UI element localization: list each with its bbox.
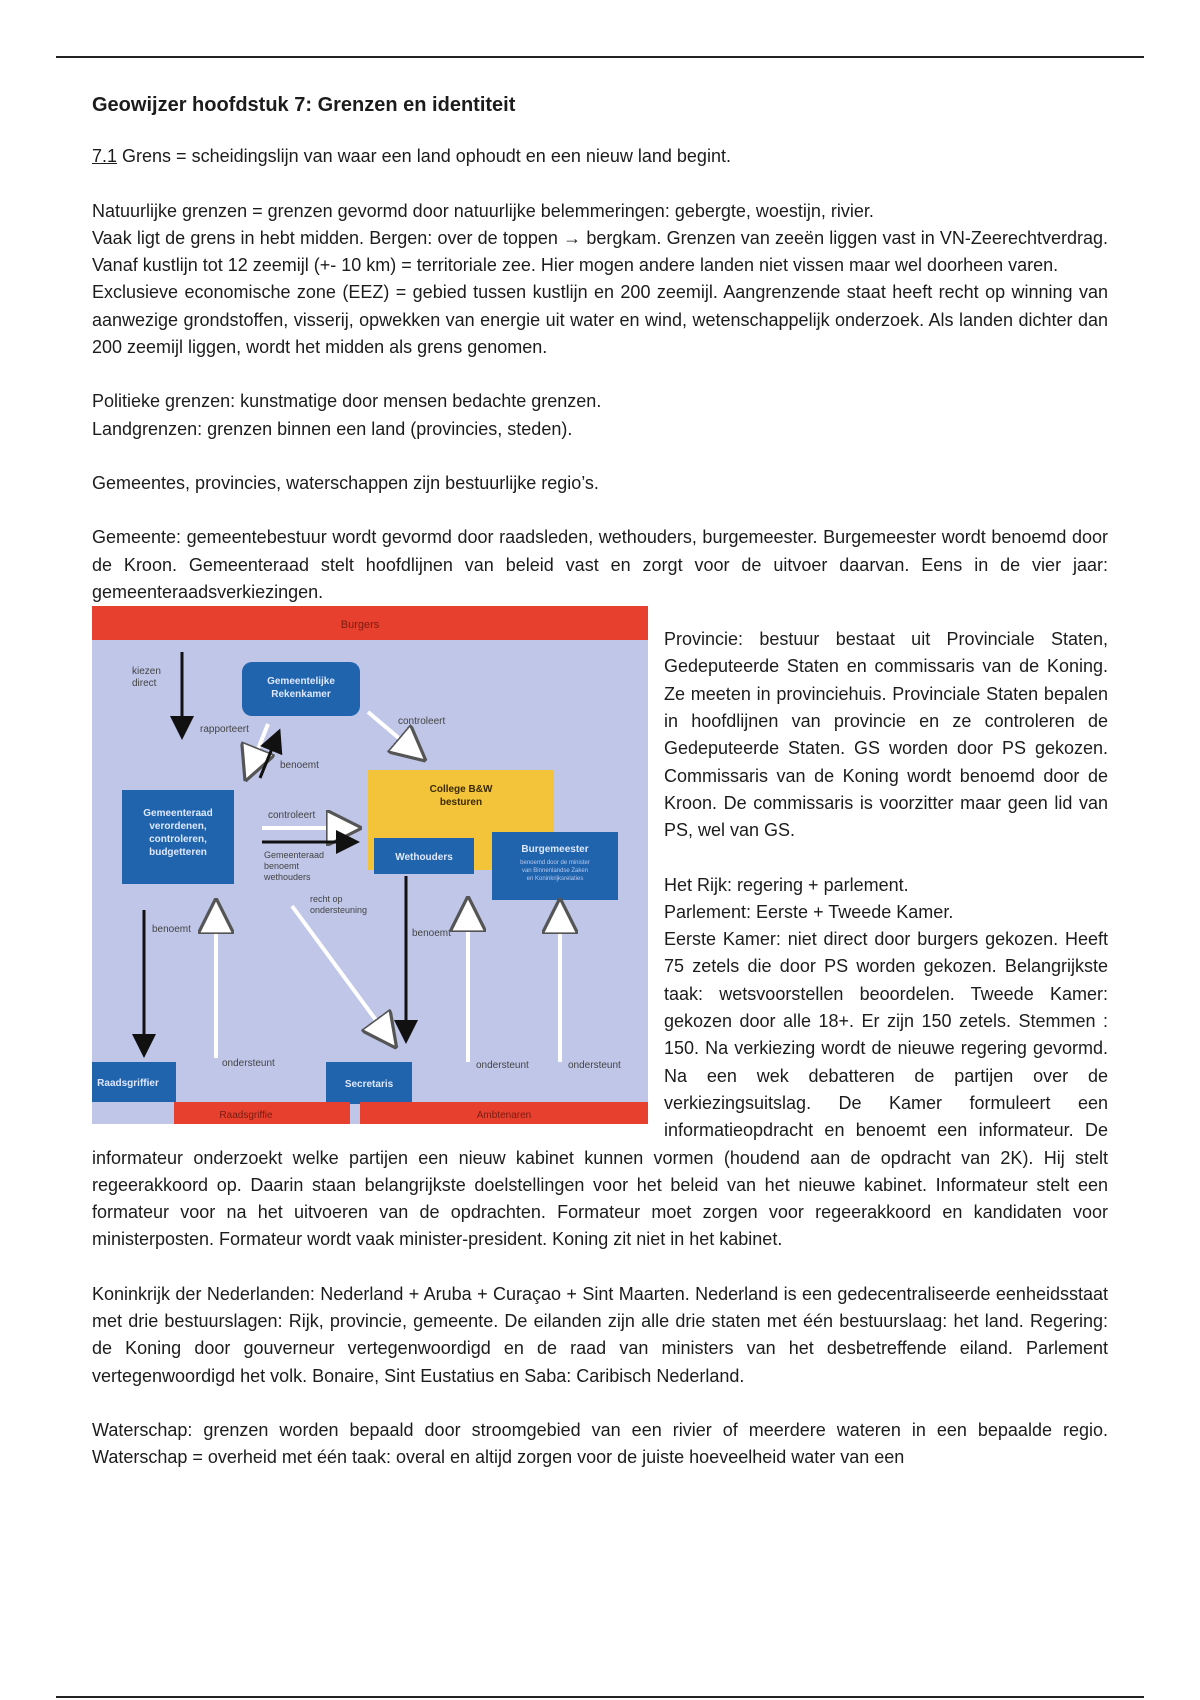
- controleert-label-mid: controleert: [268, 810, 316, 822]
- ondersteunt-label-right: ondersteunt: [568, 1060, 621, 1072]
- paragraph-provincie: Provincie: bestuur bestaat uit Provinciale Staten, Gedeputeerde Staten en commissaris van de Koning. Ze meeten in provinciehuis. Provinciale Staten bepalen in hoofdlijnen van provincie en ze controleren de Gedeputeerde Staten. GS worden door PS gekozen. Commissaris van de Koning wordt benoemd door de Kroon. De commissaris is voorzitter maar geen lid van PS, wel van GS.: [664, 629, 1108, 841]
- benoemt-label-college: benoemt: [412, 928, 451, 940]
- ambtenaren-label: Ambtenaren: [476, 1110, 532, 1122]
- burgers-label: Burgers: [340, 619, 380, 632]
- rekenkamer-label: Gemeentelijke Rekenkamer: [267, 676, 335, 701]
- document-body: [92, 92, 1108, 1471]
- bottom-rule: [56, 1696, 1144, 1698]
- paragraph-natuurlijke-grenzen: Natuurlijke grenzen = grenzen gevormd door natuurlijke belemmeringen: gebergte, woestijn, rivier.: [92, 200, 874, 221]
- paragraph-regios: Gemeentes, provincies, waterschappen zijn bestuurlijke regio’s.: [92, 472, 599, 493]
- paragraph-parlement: Parlement: Eerste + Tweede Kamer.: [664, 901, 954, 922]
- secretaris-label: Secretaris: [344, 1079, 394, 1091]
- gemeente-text: Gemeente: gemeentebestuur wordt gevormd door raadsleden, wethouders, burgemeester. Burgemeester wordt benoemd door de Kroon. Gemeenteraad stelt hoofdlijnen van beleid vast en zorgt voor de uitvoer daarvan. Eens in de vier jaar: gemeenteraadsverkiezingen.: [92, 527, 1108, 602]
- burgemeester-sub: benoemd door de minister van Binnenlandse Zaken en Koninkrijksrelaties: [520, 860, 590, 883]
- gemeenteraad-label: Gemeenteraad verordenen, controleren, budgetteren: [143, 808, 213, 859]
- paragraph-gemeente: [92, 524, 1108, 606]
- paragraph-koninkrijk: Koninkrijk der Nederlanden: Nederland + Aruba + Curaçao + Sint Maarten. Nederland is een gedecentraliseerde eenheidsstaat met drie bestuurslagen: Rijk, provincie, gemeente. De eilanden zijn alle drie staten met één bestuurslaag: het land. Regering: de Koning door gouverneur vertegenwoordigd en de raad van ministers van het desbetreffende eiland. Parlement vertegenwoordigd het volk. Bonaire, Sint Eustatius en Saba: Caribisch Nederland.: [92, 1283, 1108, 1386]
- controleert-label-top: controleert: [398, 716, 446, 728]
- grens-definition: Grens = scheidingslijn van waar een land ophoudt en een nieuw land begint.: [117, 146, 731, 167]
- burgemeester-box: [492, 832, 618, 900]
- paragraph-waterschap: Waterschap: grenzen worden bepaald door stroomgebied van een rivier of meerdere wateren in een bepaalde regio. Waterschap = overheid met één taak: overal en altijd zorgen voor de juiste hoeveelheid water van een: [92, 1419, 1108, 1468]
- recht-op-ondersteuning-label: recht op ondersteuning: [310, 894, 368, 916]
- burgemeester-label: Burgemeester: [521, 844, 589, 856]
- page-title: Geowijzer hoofdstuk 7: Grenzen en identiteit: [92, 94, 516, 116]
- ondersteunt-label-left: ondersteunt: [222, 1058, 275, 1070]
- wethouders-label: Wethouders: [395, 852, 453, 864]
- paragraph-grens: [92, 143, 1108, 170]
- benoemt-label-top: benoemt: [280, 760, 319, 772]
- top-rule: [56, 56, 1144, 58]
- college-label: College B&W besturen: [429, 784, 493, 809]
- paragraph-rijk: Het Rijk: regering + parlement.: [664, 874, 909, 895]
- paragraph-politieke-grenzen: Politieke grenzen: kunstmatige door mensen bedachte grenzen.: [92, 391, 602, 412]
- paragraph-bergen: Vaak ligt de grens in hebt midden. Bergen: over de toppen → bergkam. Grenzen van zeeën liggen vast in VN-Zeerechtverdrag. Vanaf kustlijn tot 12 zeemijl (+- 10 km) = territoriale zee. Hier mogen andere landen niet vissen maar wel doorheen varen.: [92, 227, 1108, 276]
- paragraph-landgrenzen: Landgrenzen: grenzen binnen een land (provincies, steden).: [92, 418, 573, 439]
- raadsgriffier-label: Raadsgriffier: [97, 1078, 159, 1090]
- raadsgriffie-label: Raadsgriffie: [219, 1110, 273, 1122]
- paragraph-kamers: Eerste Kamer: niet direct door burgers gekozen. Heeft 75 zetels die door PS worden gekozen. Belangrijkste taak: wetsvoorstellen beoordelen. Tweede Kamer: gekozen door alle 18+. Er zijn 150 zetels. Stemmen : 150. Na verkiezing wordt de nieuwe regering gevormd. Na een wek debatteren de partijen over de verkiezingsuitslag. De Kamer formuleert een informatieopdracht en benoemt een informateur. De informateur onderzoekt welke partijen een nieuw kabinet kunnen vormen (houdend aan de opdracht van 2K). Hij stelt regeerakkoord op. Daarin staan belangrijkste doelstellingen voor het beleid van het nieuwe kabinet. Informateur stelt een formateur voor na het uitvoeren van de opdrachten. Formateur moet zorgen voor regeerakkoord en kandidaten voor ministerposten. Formateur wordt vaak minister-president. Koning zit niet in het kabinet.: [92, 929, 1108, 1250]
- benoemt-label-left: benoemt: [152, 924, 191, 936]
- rapporteert-label: rapporteert: [200, 724, 249, 736]
- kiezen-direct-label: kiezen direct: [132, 666, 161, 690]
- gemeenteraad-benoemt-label: Gemeenteraad benoemt wethouders: [264, 850, 325, 883]
- paragraph-eez: Exclusieve economische zone (EEZ) = gebied tussen kustlijn en 200 zeemijl. Aangrenzende staat heeft recht op winning van aanwezige grondstoffen, visserij, opwekken van energie uit water en wind, wetenschappelijk onderzoek. Als landen dichter dan 200 zeemijl liggen, wordt het midden als grens genomen.: [92, 282, 1108, 358]
- gemeente-diagram: [92, 606, 648, 1124]
- ondersteunt-label-mid: ondersteunt: [476, 1060, 529, 1072]
- section-number: 7.1: [92, 146, 118, 167]
